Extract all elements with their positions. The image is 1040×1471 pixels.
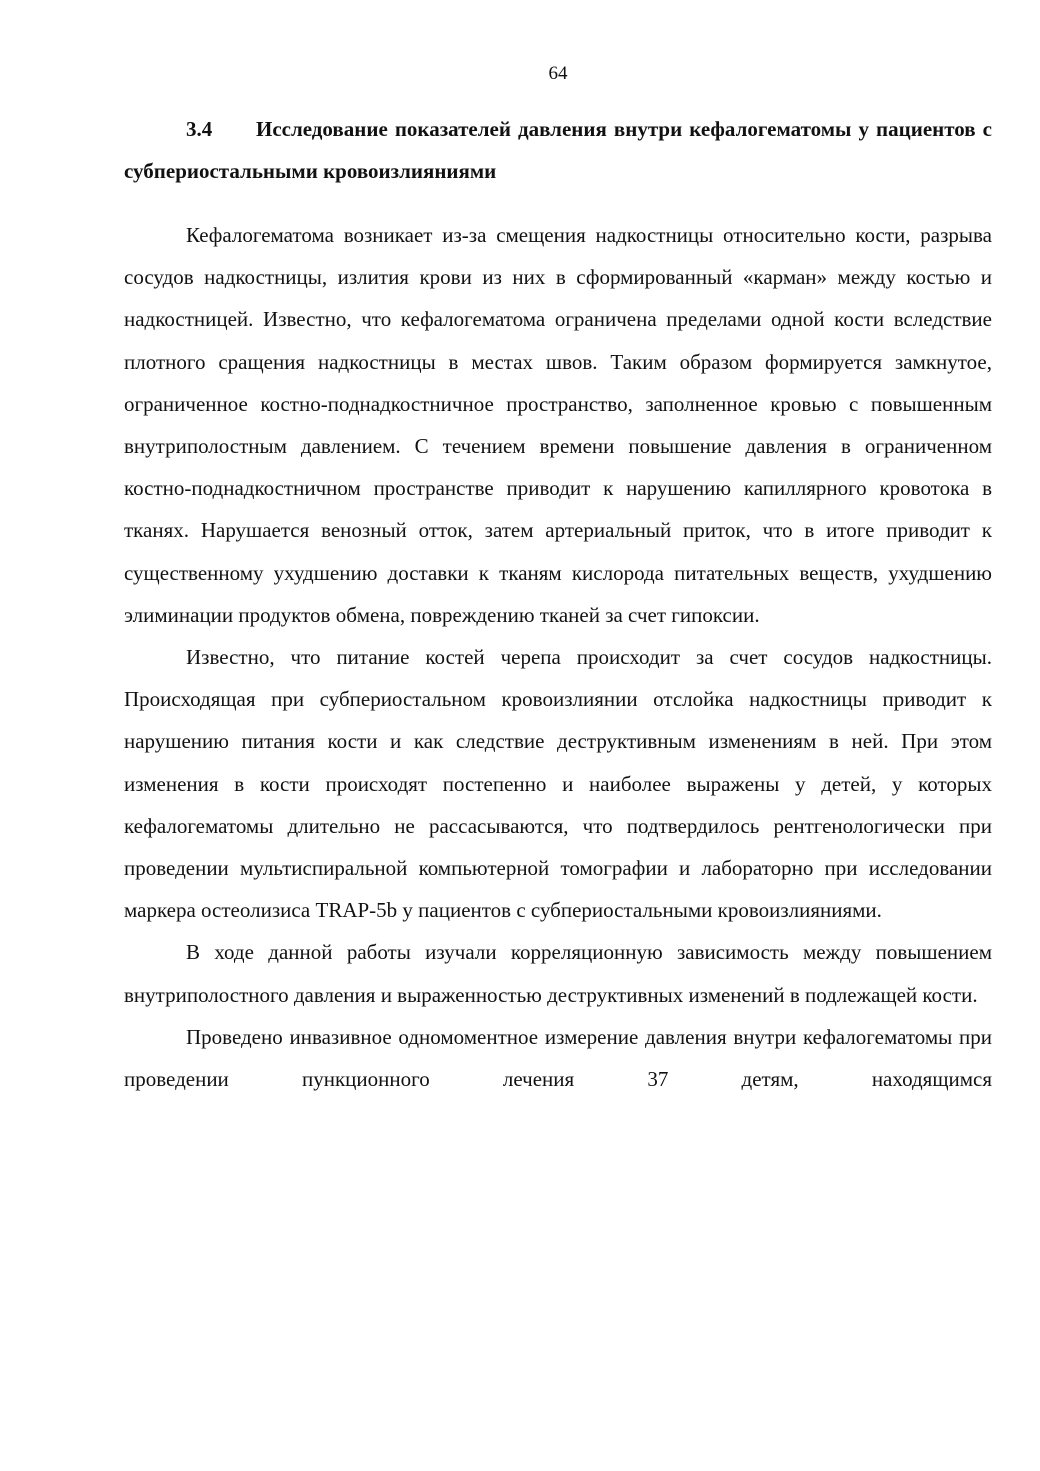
paragraph-correlation-study: В ходе данной работы изучали корреляционную зависимость между повышением внутриполостного давления и выраженностью деструктивных изменений в подлежащей кости. [124, 940, 992, 1007]
paragraph-cephalohematoma-formation: Кефалогематома возникает из-за смещения надкостницы относительно кости, разрыва сосудов надкостницы, излития крови из них в сформированный «карман» между костью и надкостницей. Известно, что кефалогематома ограничена пределами одной кости вследствие плотного сращения надкостницы в местах швов. Таким образом формируется замкнутое, ограниченное костно-поднадкостничное пространство, заполненное кровью с повышенным внутриполостным давлением. С течением времени повышение давления в ограниченном костно-поднадкостничном пространстве приводит к нарушению капиллярного кровотока в тканях. Нарушается венозный отток, затем артериальный приток, что в итоге приводит к существенному ухудшению доставки к тканям кислорода питательных веществ, ухудшению элиминации продуктов обмена, повреждению тканей за счет гипоксии. [124, 223, 992, 627]
paragraph-skull-bone-nutrition: Известно, что питание костей черепа происходит за счет сосудов надкостницы. Происходящая при субпериостальном кровоизлиянии отслойка надкостницы приводит к нарушению питания кости и как следствие деструктивным изменениям в ней. При этом изменения в кости происходят постепенно и наиболее выражены у детей, у которых кефалогематомы длительно не рассасываются, что подтвердилось рентгенологически при проведении мультиспиральной компьютерной томографии и лабораторно при исследовании маркера остеолизиса TRAP-5b у пациентов с субпериостальными кровоизлияниями. [124, 645, 992, 923]
section-title: Исследование показателей давления внутри кефалогематомы у пациентов с субпериостальными кровоизлияниями [124, 117, 992, 183]
paragraph-pressure-measurement: Проведено инвазивное одномоментное измерение давления внутри кефалогематомы при проведении пункционного лечения 37 детям, находящимся [124, 1024, 992, 1092]
section-number: 3.4 [186, 117, 213, 141]
page-number: 64 [548, 63, 568, 84]
section-heading [124, 108, 992, 192]
body-text [124, 214, 992, 1100]
page-content [124, 108, 992, 1100]
